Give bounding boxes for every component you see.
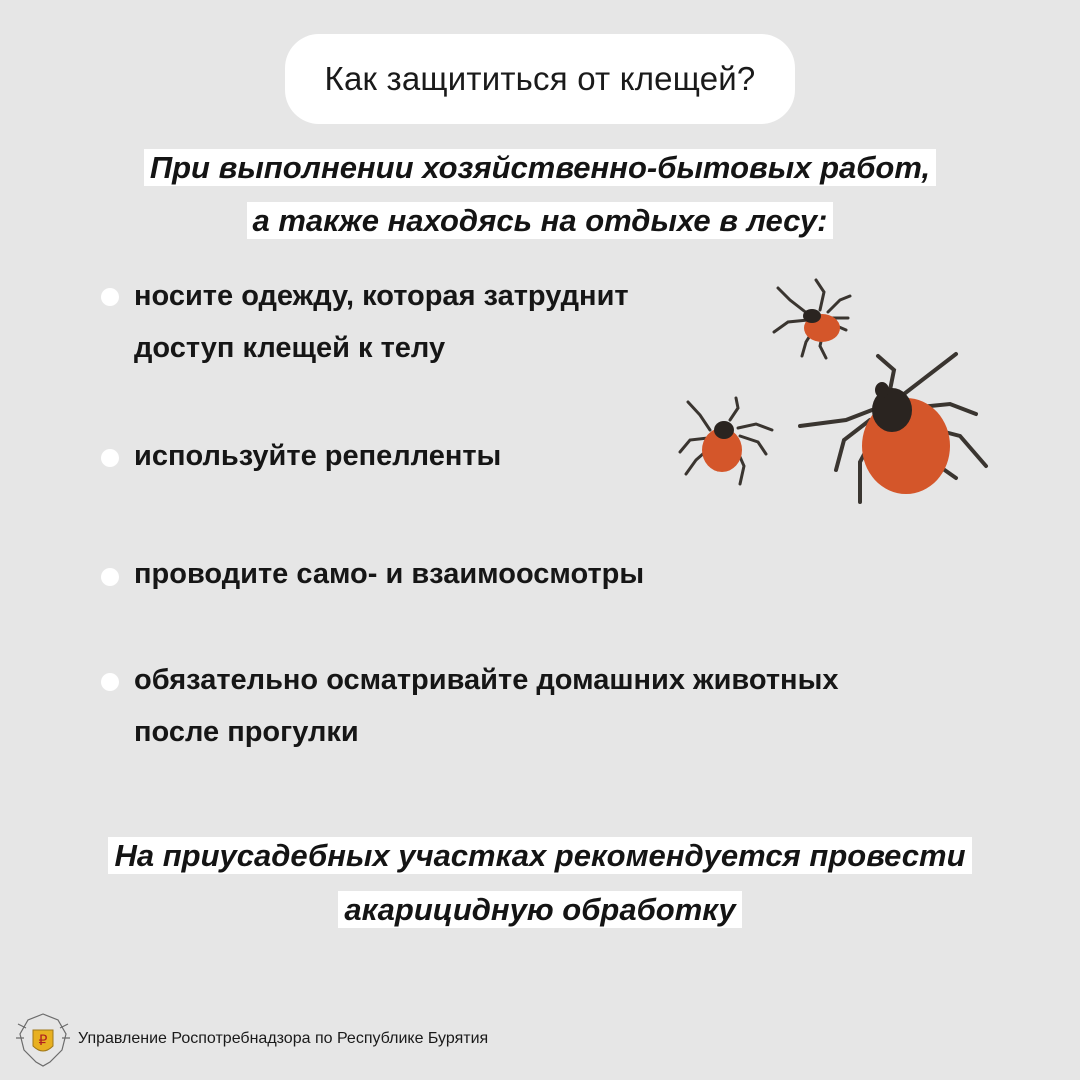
circle-bullet-icon bbox=[101, 568, 119, 586]
recommendation-line-2: акарицидную обработку bbox=[0, 892, 1080, 928]
tip-repellents: используйте репелленты bbox=[134, 440, 502, 472]
tip-clothing bbox=[134, 270, 629, 374]
recommendation-line-1: На приусадебных участках рекомендуется провести bbox=[0, 838, 1080, 874]
svg-text:₽: ₽ bbox=[38, 1033, 48, 1049]
subtitle-line-1: При выполнении хозяйственно-бытовых работ, bbox=[0, 150, 1080, 186]
organization-name: Управление Роспотребнадзора по Республике Бурятия bbox=[78, 1030, 489, 1047]
tip-clothing-line-1: носите одежду, которая затруднит bbox=[134, 280, 629, 312]
page-title: Как защититься от клещей? bbox=[285, 34, 795, 124]
tip-pets bbox=[134, 654, 838, 758]
tip-self-inspection: проводите само- и взаимоосмотры bbox=[134, 558, 645, 590]
ticks-illustration bbox=[660, 270, 1020, 550]
circle-bullet-icon bbox=[101, 673, 119, 691]
rospotrebnadzor-emblem-icon bbox=[14, 1008, 72, 1070]
organization-footer bbox=[14, 1008, 488, 1070]
tip-clothing-line-2: доступ клещей к телу bbox=[134, 332, 446, 364]
circle-bullet-icon bbox=[101, 449, 119, 467]
circle-bullet-icon bbox=[101, 288, 119, 306]
tip-pets-line-1: обязательно осматривайте домашних животных bbox=[134, 664, 839, 696]
tip-pets-line-2: после прогулки bbox=[134, 716, 359, 748]
subtitle-line-2: а также находясь на отдыхе в лесу: bbox=[0, 203, 1080, 239]
